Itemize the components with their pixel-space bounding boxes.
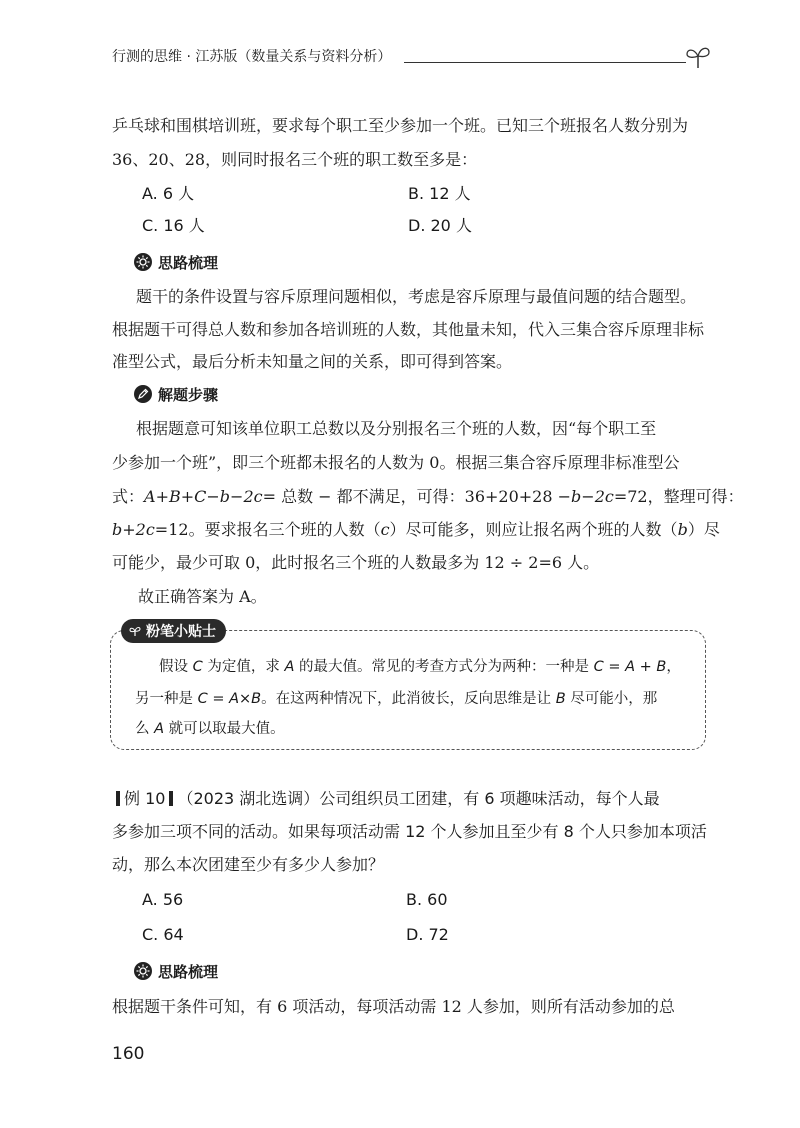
section-heading bbox=[134, 251, 218, 273]
tip-box bbox=[110, 624, 706, 750]
option-c: C. 16 人 bbox=[142, 216, 205, 235]
answer-line: 故正确答案为 A。 bbox=[138, 587, 267, 606]
paragraph-line: 少参加一个班”，即三个班都未报名的人数为 0。根据三集合容斥原理非标准型公 bbox=[112, 453, 680, 472]
paragraph-line: 根据题意可知该单位职工总数以及分别报名三个班的人数，因“每个职工至 bbox=[136, 419, 657, 438]
section-heading bbox=[134, 383, 218, 405]
book-title: 行测的思维 · 江苏版（数量关系与资料分析） bbox=[112, 49, 392, 65]
option-d: D. 20 人 bbox=[408, 216, 472, 235]
question-text-line: 36、20、28，则同时报名三个班的职工数至多是： bbox=[112, 150, 478, 169]
question-text-line: 多参加三项不同的活动。如果每项活动需 12 个人参加且至少有 8 个人只参加本项活 bbox=[112, 822, 707, 841]
running-header bbox=[112, 42, 712, 72]
option-a: A. 6 人 bbox=[142, 184, 195, 203]
formula: b bbox=[677, 520, 688, 539]
tip-line: 假设 C 为定值，求 A 的最大值。常见的考查方式分为两种：一种是 C = A + B， bbox=[159, 659, 681, 675]
section-title: 思路梳理 bbox=[158, 962, 219, 981]
option-d: D. 72 bbox=[406, 925, 449, 944]
sun-icon bbox=[134, 253, 152, 271]
paragraph-line: 题干的条件设置与容斥原理问题相似，考虑是容斥原理与最值问题的结合题型。 bbox=[136, 287, 697, 306]
paragraph-line: b+2c=12。要求报名三个班的人数（c）尽可能多，则应让报名两个班的人数（b）尽 bbox=[112, 520, 720, 539]
tip-line: 另一种是 C = A×B。在这两种情况下，此消彼长，反向思维是让 B 尽可能小，那 bbox=[135, 691, 658, 707]
section-title: 思路梳理 bbox=[158, 253, 219, 272]
formula: c bbox=[380, 520, 390, 539]
formula: b−2c bbox=[571, 487, 614, 506]
paragraph-line: 根据题干可得总人数和参加各培训班的人数，其他量未知，代入三集合容斥原理非标 bbox=[112, 320, 705, 339]
tip-line: 么 A 就可以取最大值。 bbox=[135, 721, 285, 737]
example-bar-right bbox=[169, 791, 173, 806]
option-b: B. 60 bbox=[406, 890, 448, 909]
option-b: B. 12 人 bbox=[408, 184, 471, 203]
paragraph-line: 准型公式，最后分析未知量之间的关系，即可得到答案。 bbox=[112, 352, 513, 371]
section-heading bbox=[134, 960, 218, 982]
header-rule bbox=[404, 62, 686, 63]
example-label: 例 10 bbox=[124, 789, 166, 808]
sprout-icon bbox=[129, 625, 141, 637]
page-number: 160 bbox=[112, 1044, 145, 1064]
section-title: 解题步骤 bbox=[158, 385, 219, 404]
tip-label: 粉笔小贴士 bbox=[146, 624, 216, 640]
pencil-icon bbox=[134, 385, 152, 403]
sprout-icon bbox=[684, 42, 712, 70]
example-bar-left bbox=[116, 791, 120, 806]
option-c: C. 64 bbox=[142, 925, 184, 944]
paragraph-line: 式：A+B+C−b−2c= 总数 − 都不满足，可得：36+20+28 −b−2c=72，整理可得： bbox=[112, 487, 744, 506]
formula: b+2c bbox=[112, 520, 155, 539]
question-text-line: 动，那么本次团建至少有多少人参加？ bbox=[112, 855, 385, 874]
paragraph-line: 可能少，最少可取 0，此时报名三个班的人数最多为 12 ÷ 2=6 人。 bbox=[112, 553, 600, 572]
question-text-line: 乒乓球和围棋培训班，要求每个职工至少参加一个班。已知三个班报名人数分别为 bbox=[112, 116, 689, 135]
question-text-line: 例 10 （2023 湖北选调）公司组织员工团建，有 6 项趣味活动，每个人最 bbox=[112, 789, 708, 809]
paragraph-line: 根据题干条件可知，有 6 项活动，每项活动需 12 人参加，则所有活动参加的总 bbox=[112, 997, 675, 1016]
formula: A+B+C−b−2c bbox=[144, 487, 263, 506]
tip-tag bbox=[121, 619, 226, 643]
sun-icon bbox=[134, 962, 152, 980]
option-a: A. 56 bbox=[142, 890, 184, 909]
